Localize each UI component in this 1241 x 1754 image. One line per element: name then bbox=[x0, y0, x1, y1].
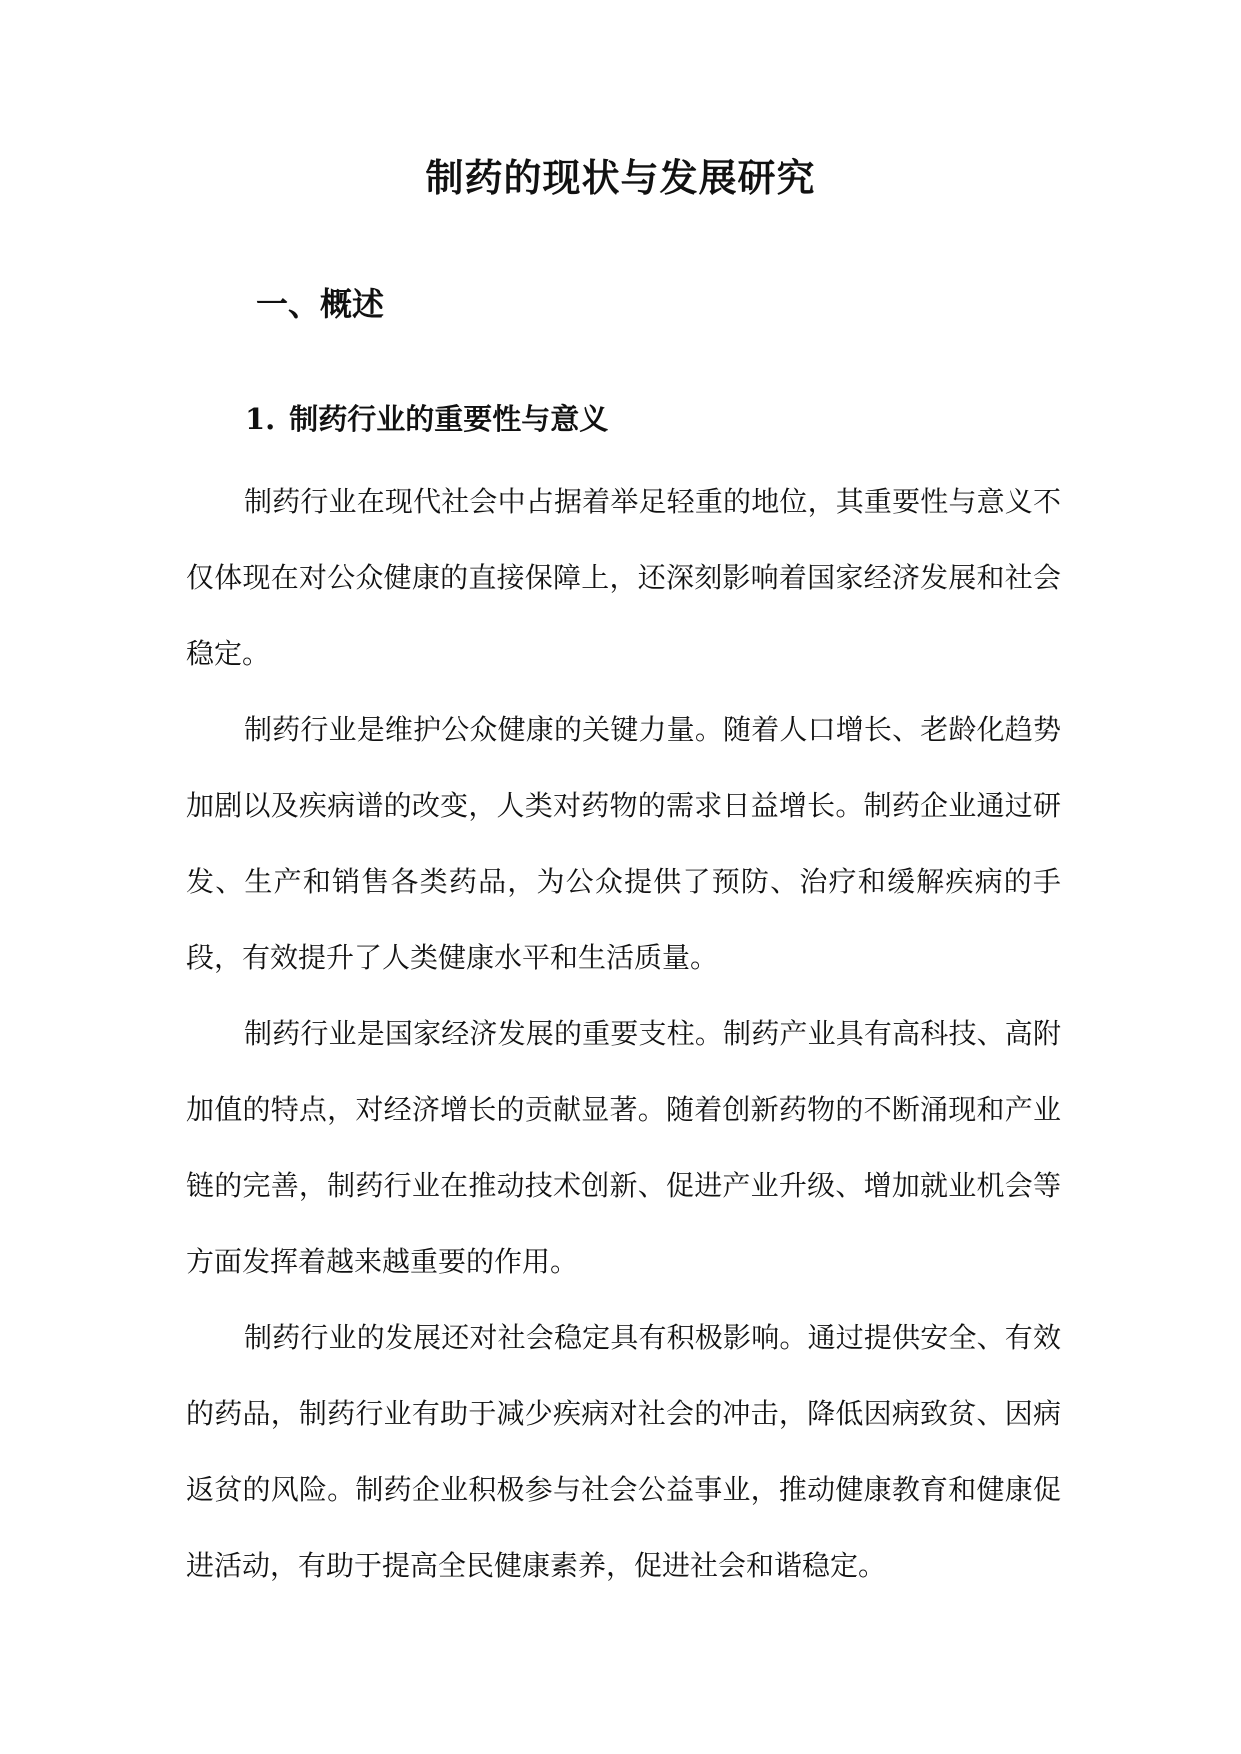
paragraph: 制药行业在现代社会中占据着举足轻重的地位，其重要性与意义不仅体现在对公众健康的直接保障上，还深刻影响着国家经济发展和社会稳定。 bbox=[186, 485, 1061, 670]
subsection-heading bbox=[245, 394, 608, 444]
section-heading-overview: 一、概述 bbox=[256, 285, 385, 323]
body-text bbox=[186, 464, 1061, 1604]
document-title: 制药的现状与发展研究 bbox=[425, 155, 816, 200]
subsection-number: 1. bbox=[245, 402, 276, 436]
subsection-title: 制药行业的重要性与意义 bbox=[289, 402, 609, 436]
paragraph: 制药行业是维护公众健康的关键力量。随着人口增长、老龄化趋势加剧以及疾病谱的改变，人类对药物的需求日益增长。制药企业通过研发、生产和销售各类药品，为公众提供了预防、治疗和缓解疾病的手段，有效提升了人类健康水平和生活质量。 bbox=[186, 713, 1061, 974]
paragraph: 制药行业是国家经济发展的重要支柱。制药产业具有高科技、高附加值的特点，对经济增长的贡献显著。随着创新药物的不断涌现和产业链的完善，制药行业在推动技术创新、促进产业升级、增加就业机会等方面发挥着越来越重要的作用。 bbox=[186, 1017, 1061, 1278]
paragraph: 制药行业的发展还对社会稳定具有积极影响。通过提供安全、有效的药品，制药行业有助于减少疾病对社会的冲击，降低因病致贫、因病返贫的风险。制药企业积极参与社会公益事业，推动健康教育和健康促进活动，有助于提高全民健康素养，促进社会和谐稳定。 bbox=[186, 1321, 1061, 1582]
